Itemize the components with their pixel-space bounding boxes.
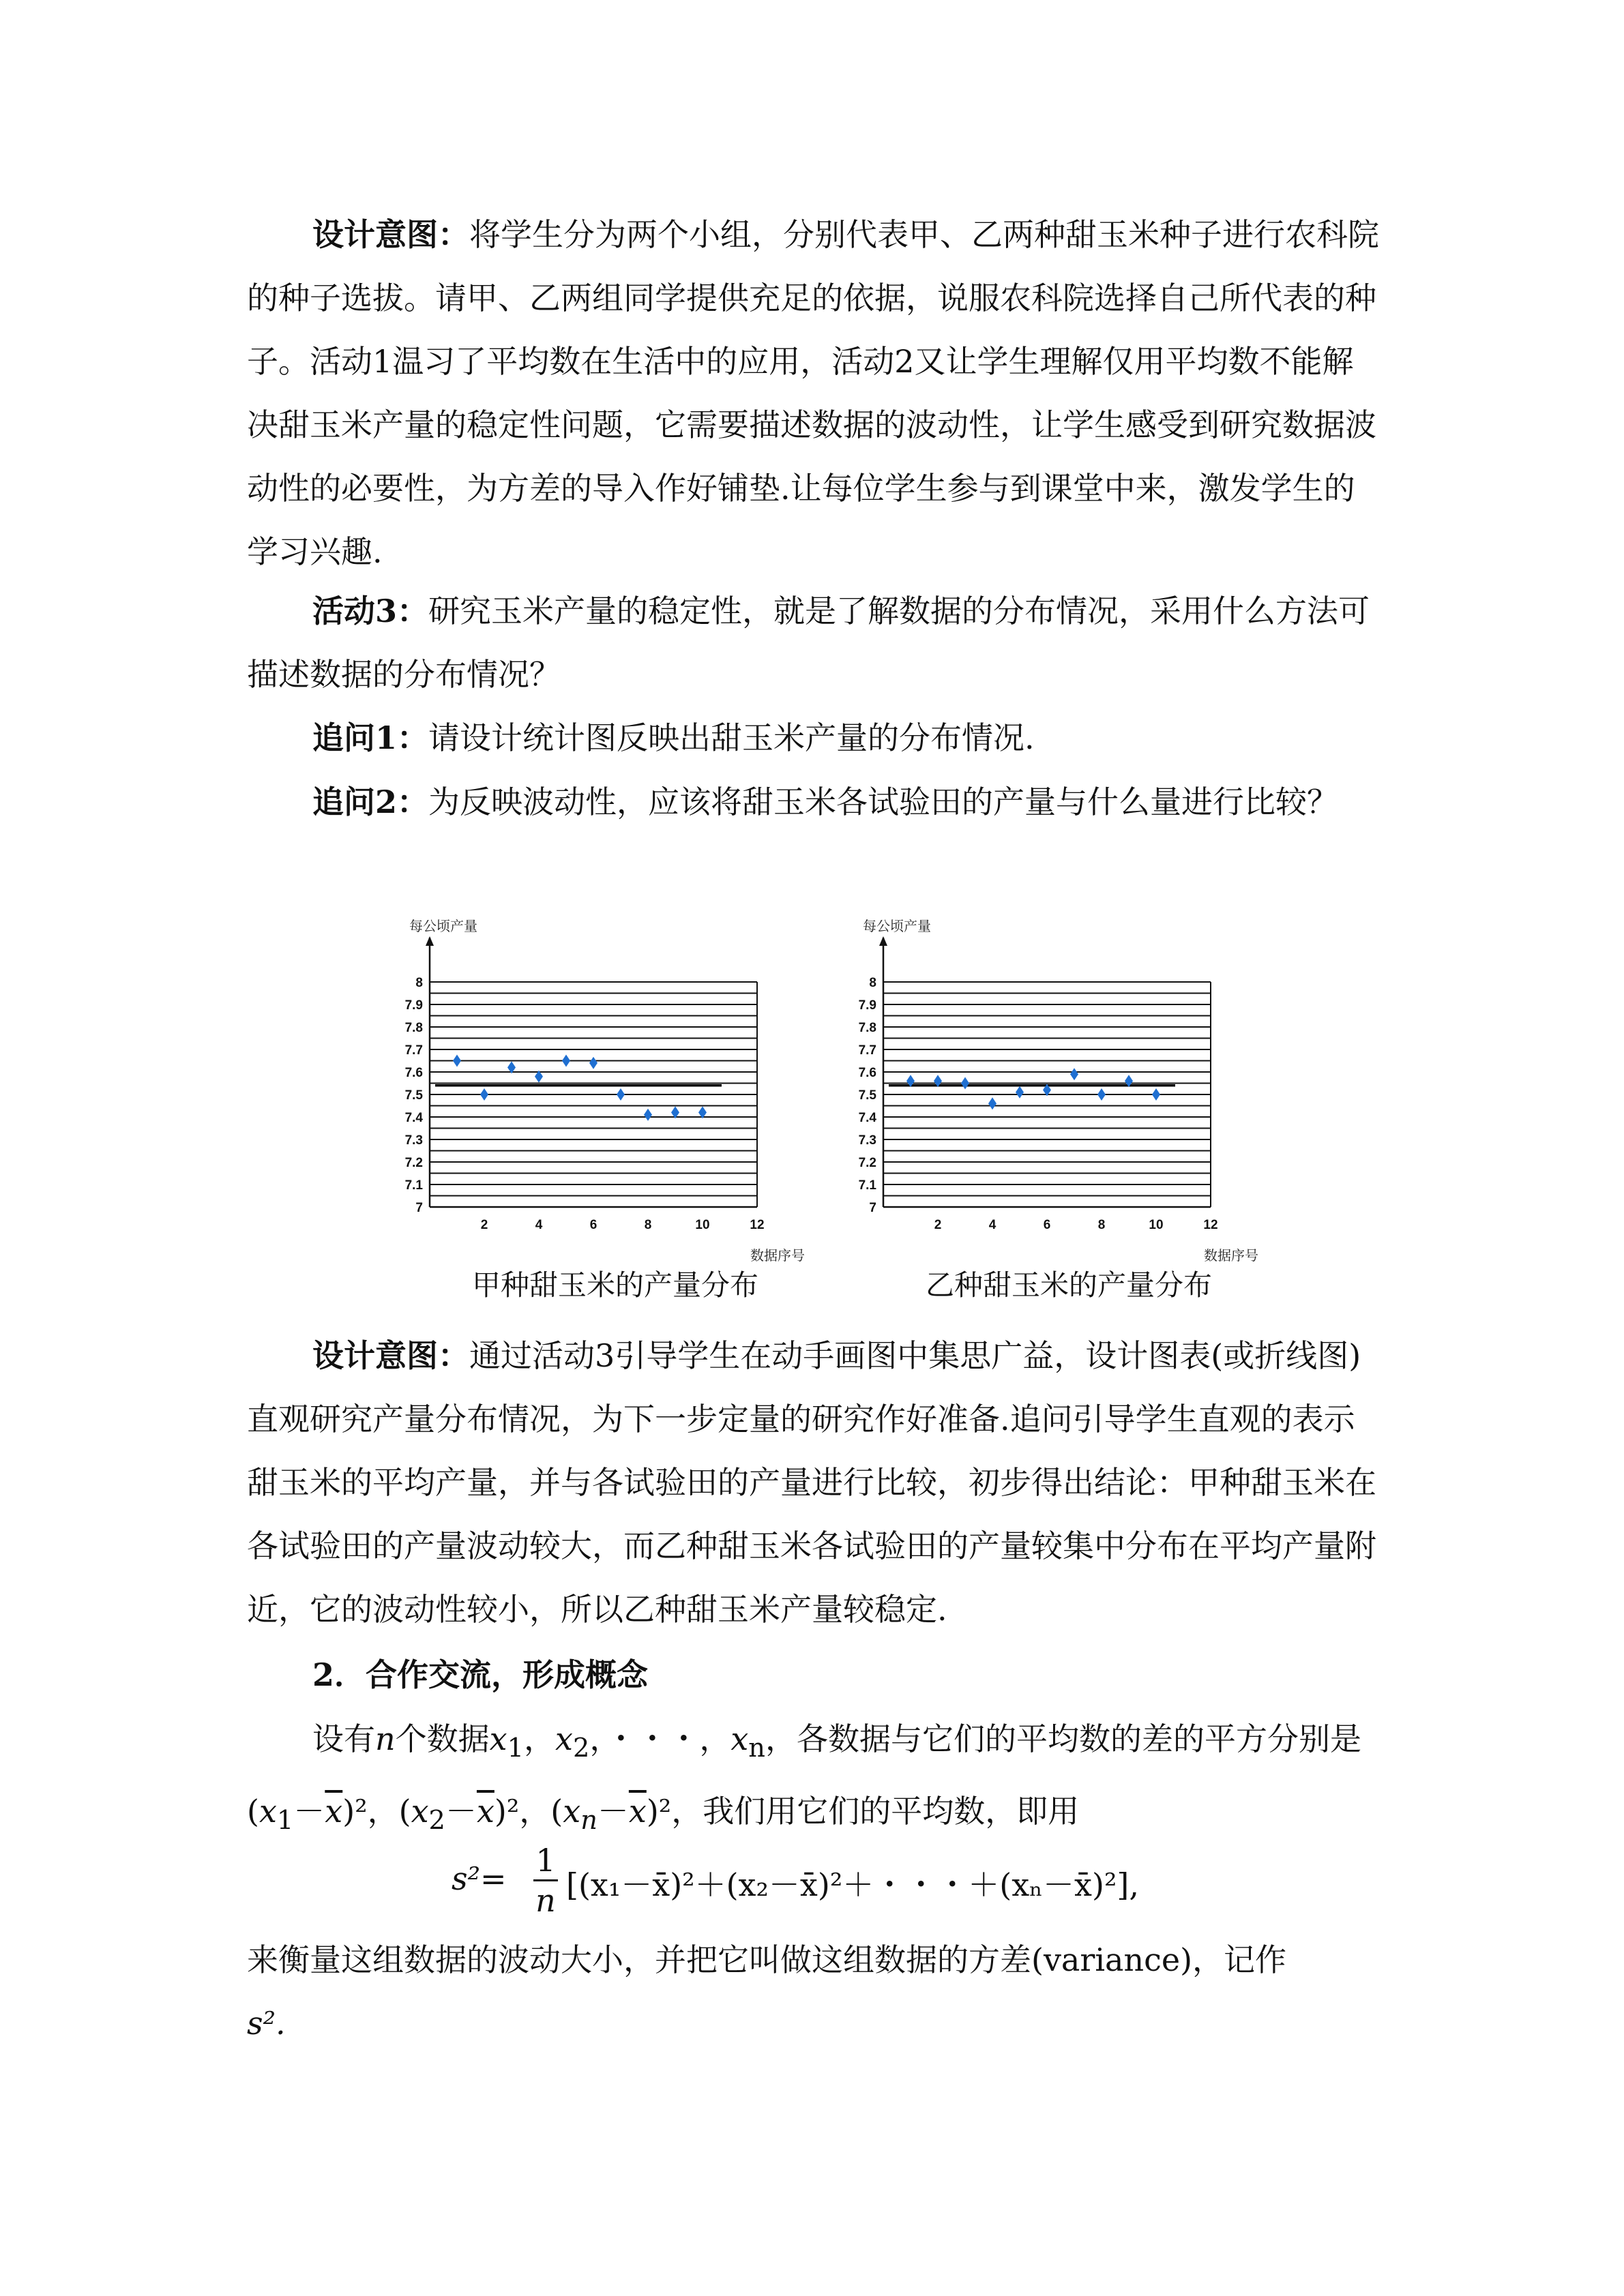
data-point xyxy=(988,1097,996,1109)
data-point xyxy=(480,1088,488,1101)
y-tick-label: 7.3 xyxy=(404,1133,423,1148)
var-x: x xyxy=(489,1720,507,1757)
y-tick-label: 7.8 xyxy=(858,1021,876,1035)
x-tick-label: 2 xyxy=(480,1218,488,1232)
data-point xyxy=(617,1088,625,1101)
y-tick-label: 7.5 xyxy=(858,1088,876,1103)
y-tick-label: 7.8 xyxy=(404,1021,423,1035)
subscript: n xyxy=(748,1733,765,1764)
variance-symbol: s². xyxy=(247,2005,286,2042)
var-n: n xyxy=(375,1720,396,1757)
y-tick-label: 7.9 xyxy=(404,998,423,1013)
x-tick-label: 4 xyxy=(988,1218,996,1232)
data-point xyxy=(562,1055,570,1067)
x-tick-label: 10 xyxy=(695,1218,710,1232)
fraction-numerator: 1 xyxy=(535,1842,556,1879)
data-point xyxy=(1016,1086,1024,1099)
formula-rhs: [(x₁－x̄)²＋(x₂－x̄)²＋・・・＋(xₙ－x̄)²], xyxy=(566,1866,1139,1903)
yield-chart-yi xyxy=(836,910,1258,1272)
definition-text: ，各数据与它们的平均数的差的平方分别是 xyxy=(765,1720,1361,1757)
y-tick-label: 7.2 xyxy=(858,1156,876,1170)
follow-up-1-text: 请设计统计图反映出甜玉米产量的分布情况. xyxy=(428,719,1035,756)
y-tick-label: 7.7 xyxy=(858,1043,876,1058)
data-point xyxy=(453,1055,461,1067)
y-axis-label: 每公顷产量 xyxy=(409,919,477,934)
follow-up-2-text: 为反映波动性，应该将甜玉米各试验田的产量与什么量进行比较？ xyxy=(428,784,1339,820)
subscript: 1 xyxy=(507,1733,524,1764)
y-tick-label: 8 xyxy=(415,976,423,990)
data-point xyxy=(644,1109,652,1121)
y-tick-label: 7 xyxy=(415,1201,423,1215)
formula-lhs: s²= xyxy=(452,1860,507,1897)
design-intent-text: 将学生分为两个小组，分别代表甲、乙两种甜玉米种子进行农科院的种子选拔。请甲、乙两组同学提供充足的依据，说服农科院选择自己所代表的种子。活动1温习了平均数在生活中的应用，活动2又让学生理解仅用平均数不能解决甜玉米产量的稳定性问题，它需要描述数据的波动性，让学生感受到研究数据波动性的必要性，为方差的导入作好铺垫.让每位学生参与到课堂中来，激发学生的学习兴趣. xyxy=(247,216,1379,570)
follow-up-1-heading: 追问1： xyxy=(312,719,429,756)
separator: ， xyxy=(523,1720,555,1757)
y-tick-label: 7.3 xyxy=(858,1133,876,1148)
x-axis-label: 数据序号 xyxy=(1204,1249,1258,1264)
data-point xyxy=(1070,1068,1078,1080)
x-tick-label: 12 xyxy=(750,1218,765,1232)
follow-up-2-heading: 追问2： xyxy=(312,784,429,820)
var-x: x xyxy=(555,1720,573,1757)
y-tick-label: 7.2 xyxy=(404,1156,423,1170)
x-tick-label: 10 xyxy=(1149,1218,1164,1232)
design-intent-heading: 设计意图： xyxy=(312,216,469,253)
y-tick-label: 8 xyxy=(869,976,876,990)
x-axis-label: 数据序号 xyxy=(750,1249,805,1264)
x-tick-label: 6 xyxy=(1043,1218,1051,1232)
y-tick-label: 7.4 xyxy=(858,1111,876,1125)
y-tick-label: 7.6 xyxy=(404,1066,423,1080)
definition-conclusion xyxy=(247,1928,1379,2055)
design-intent-heading: 设计意图： xyxy=(312,1337,469,1374)
design-intent-text: 通过活动3引导学生在动手画图中集思广益，设计图表(或折线图)直观研究产量分布情况，为下一步定量的研究作好准备.追问引导学生直观的表示甜玉米的平均产量，并与各试验田的产量进行比较，初步得出结论：甲种甜玉米在各试验田的产量波动较大，而乙种甜玉米各试验田的产量较集中分布在平均产量附近，它的波动性较小，所以乙种甜玉米产量较稳定. xyxy=(247,1337,1376,1628)
y-axis-arrow xyxy=(426,936,434,946)
definition-text: 设有 xyxy=(312,1720,375,1757)
y-tick-label: 7.9 xyxy=(858,998,876,1013)
y-axis-label: 每公顷产量 xyxy=(863,919,931,934)
y-tick-label: 7 xyxy=(869,1201,876,1215)
variance-formula xyxy=(452,1841,1270,1923)
x-tick-label: 6 xyxy=(589,1218,597,1232)
activity-3-text: 研究玉米产量的稳定性，就是了解数据的分布情况，采用什么方法可描述数据的分布情况？ xyxy=(247,593,1370,693)
y-tick-label: 7.5 xyxy=(404,1088,423,1103)
definition-text: ，我们用它们的平均数，即用 xyxy=(671,1793,1080,1830)
y-tick-label: 7.6 xyxy=(858,1066,876,1080)
follow-up-1-paragraph xyxy=(247,706,1379,770)
x-tick-label: 4 xyxy=(535,1218,543,1232)
ellipsis: ，・・・， xyxy=(589,1720,731,1757)
conclusion-text: 来衡量这组数据的波动大小，并把它叫做这组数据的方差(variance)，记作 xyxy=(247,1941,1287,1978)
follow-up-2-paragraph xyxy=(247,771,1379,834)
fraction-denominator: n xyxy=(533,1879,558,1920)
section-heading: 2．合作交流，形成概念 xyxy=(312,1656,649,1693)
x-tick-label: 8 xyxy=(1097,1218,1106,1232)
data-point xyxy=(1097,1088,1106,1101)
activity-3-paragraph xyxy=(247,580,1379,706)
x-tick-label: 2 xyxy=(934,1218,942,1232)
y-tick-label: 7.1 xyxy=(404,1178,423,1193)
y-axis-arrow xyxy=(879,936,887,946)
data-point xyxy=(1152,1088,1160,1101)
definition-paragraph: 设有n个数据$x_1$，$x_2$，・・・，$x_n$，各数据与它们的平均数的差的平方分别是$(x_1-\overline{x})^2$，$(x_2-\overline{x})^2$，$(x_n-\overline{x})^2$，我们用它们的平均数，即用 xyxy=(247,1720,1361,1836)
chart-caption-yi: 乙种甜玉米的产量分布 xyxy=(925,1268,1212,1302)
y-tick-label: 7.4 xyxy=(404,1111,423,1125)
x-tick-label: 12 xyxy=(1203,1218,1218,1232)
x-tick-label: 8 xyxy=(644,1218,652,1232)
formula-fraction xyxy=(533,1841,558,1920)
yield-chart-jia xyxy=(382,910,805,1272)
data-point xyxy=(961,1077,969,1090)
activity-3-heading: 活动3： xyxy=(312,593,429,629)
design-intent-paragraph-2 xyxy=(247,1324,1379,1641)
data-point xyxy=(589,1057,597,1069)
design-intent-paragraph-1 xyxy=(247,203,1379,584)
definition-text: 个数据 xyxy=(395,1720,490,1757)
subscript: 2 xyxy=(572,1733,590,1764)
var-x: x xyxy=(730,1720,749,1757)
y-tick-label: 7.1 xyxy=(858,1178,876,1193)
chart-caption-jia: 甲种甜玉米的产量分布 xyxy=(471,1268,758,1302)
y-tick-label: 7.7 xyxy=(404,1043,423,1058)
